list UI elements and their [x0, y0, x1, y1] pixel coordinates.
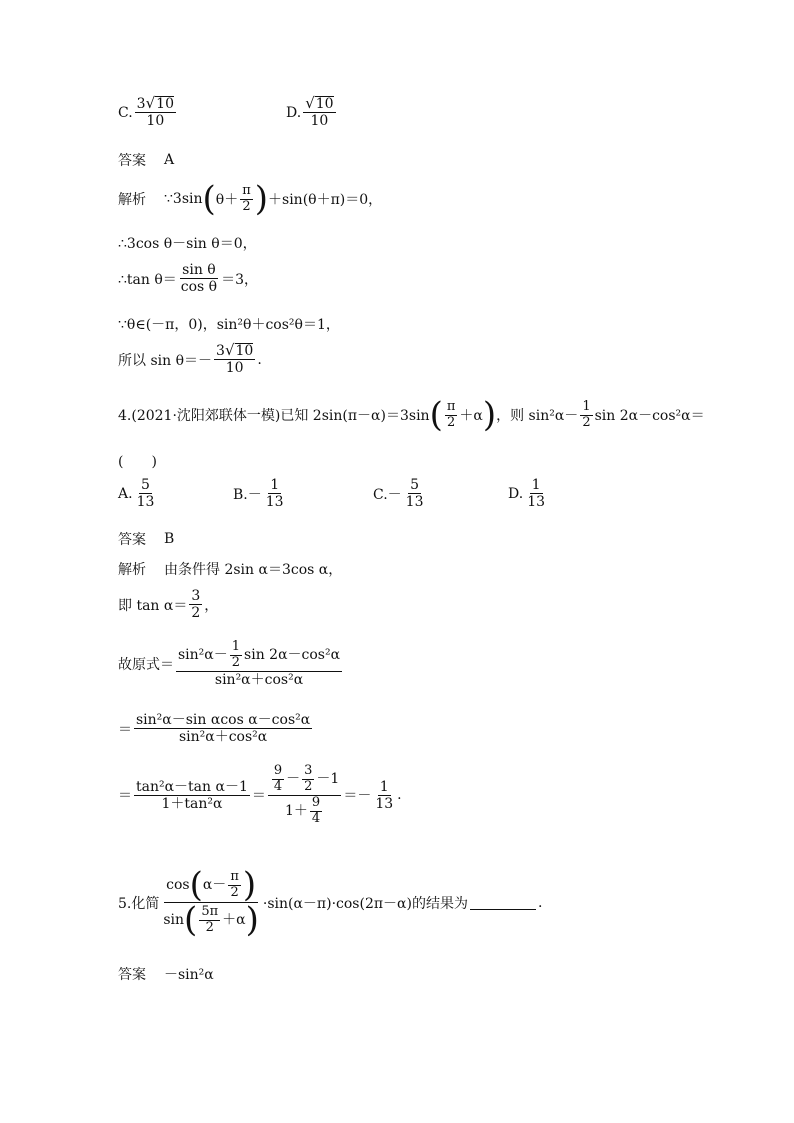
q4-analysis-line-3: 故原式＝ sin²α－ $\frac{1}{2}$ sin 2α－cos²α sin²α＋cos²α [118, 639, 341, 688]
q4-stem: 4.(2021·沈阳郊联体一模)已知 2sin(π－α)＝3sin ( $\frac{\pi}{2}$ ＋α ) ，则 sin²α－ $\frac{1}{2}$ sin 2α－cos²α＝ [118, 395, 705, 435]
q4-choice-paren: ( ) [118, 454, 157, 470]
q3-answer: 答案 A [118, 152, 175, 169]
q5-stem: 5.化简 cos ( α－ $\frac{\pi}{2}$ ) sin ( $\frac{5\pi}{2}$ ＋α ) ·sin(α－π)·cos(2π－α)的结果为 . [118, 865, 543, 940]
q3-analysis-line-3: ∴tan θ＝ $\frac{\text{sin θ}}{\text{cos θ}}$ ＝3， [118, 262, 259, 296]
q4-analysis-line-1: 解析 由条件得 2sin α＝3cos α， [118, 562, 343, 578]
q4-option-a: A. $\frac{5}{13}$ [118, 477, 155, 511]
q3-analysis-line-1: 解析 ∵3sin ( θ＋ $\frac{\pi}{2}$ ) ＋sin(θ＋π)＝0， [118, 179, 383, 219]
q4-option-d: D. $\frac{1}{13}$ [508, 477, 546, 511]
q3-option-c-fraction: 3 √ 10 10 [136, 94, 174, 130]
q3-option-d-fraction: √ 10 10 [305, 94, 334, 130]
q3-analysis-line-2: ∴3cos θ－sin θ＝0， [118, 236, 257, 252]
q5-answer-blank [470, 895, 536, 910]
q3-analysis-line-5: 所以 sin θ＝－ 3 √ 10 10 . [118, 341, 262, 377]
q4-answer: 答案 B [118, 531, 175, 548]
q4-analysis-line-4: ＝ $\frac{\text{sin²α－sin αcos α－cos²α}}{\text{sin²α＋cos²α}}$ [118, 712, 311, 746]
q4-option-c: C.－ $\frac{5}{13}$ [373, 477, 424, 511]
q3-option-d: D. √ 10 10 [286, 94, 334, 130]
q4-option-b: B.－ $\frac{1}{13}$ [233, 477, 284, 511]
q3-option-c: C. 3 √ 10 10 [118, 94, 174, 130]
q4-analysis-line-5: ＝ $\frac{\text{tan²α－tan α－1}}{\text{1＋tan²α}}$ ＝ $\frac{9}{4}$ － $\frac{3}{2}$ －1 1＋ $\frac{9}{4}$ ＝－ $\frac{1}{13}$ . [118, 763, 402, 826]
q5-answer: 答案 －sin²α [118, 967, 214, 983]
q4-analysis-line-2: 即 tan α＝ $\frac{3}{2}$ ， [118, 588, 219, 622]
q3-analysis-line-4: ∵θ∈(－π，0)，sin²θ＋cos²θ＝1， [118, 317, 340, 333]
